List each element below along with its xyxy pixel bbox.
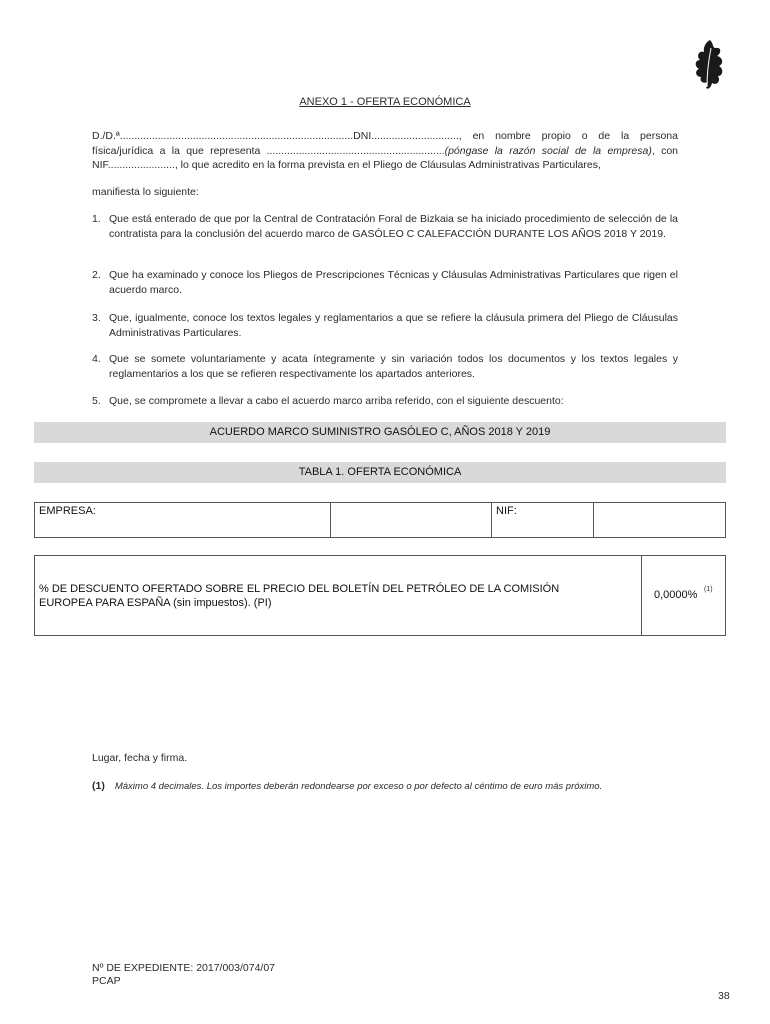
list-item: 5. Que, se compromete a llevar a cabo el acuerdo marco arriba referido, con el siguiente descuento: bbox=[92, 395, 564, 407]
footnote bbox=[92, 780, 602, 792]
discount-footnote-ref: (1) bbox=[704, 586, 713, 593]
page-number: 38 bbox=[718, 990, 730, 1002]
intro-line-1: D./D.ª................................................................................DNI.............................., en nombre propio o de la persona bbox=[92, 130, 678, 142]
discount-value-cell[interactable] bbox=[641, 555, 726, 636]
manifiesta-text: manifiesta lo siguiente: bbox=[92, 186, 199, 198]
intro-line-3: NIF......................., lo que acredito en la forma prevista en el Pliego de Cláusulas Administrativas Particulares, bbox=[92, 159, 601, 171]
declaration-list bbox=[92, 394, 678, 409]
footer bbox=[92, 962, 275, 988]
intro-paragraph bbox=[92, 129, 678, 173]
discount-description-cell bbox=[34, 555, 642, 636]
expediente-number: Nº DE EXPEDIENTE: 2017/003/074/07 bbox=[92, 962, 276, 974]
footnote-mark: (1) bbox=[92, 780, 105, 792]
section-band-tabla: TABLA 1. OFERTA ECONÓMICA bbox=[34, 462, 726, 483]
nif-input-cell[interactable] bbox=[593, 502, 726, 538]
nif-label: NIF: bbox=[496, 505, 517, 517]
list-item: 1. Que está enterado de que por la Central de Contratación Foral de Bizkaia se ha iniciado procedimiento de selección de la contratista para la conclusión del acuerdo marco de GASÓLEO C CALEFACCIÓN DURANTE LOS AÑOS 2018 Y 2019. bbox=[92, 213, 678, 240]
discount-description: % DE DESCUENTO OFERTADO SOBRE EL PRECIO DEL BOLETÍN DEL PETRÓLEO DE LA COMISIÓN EUROPEA PARA ESPAÑA (sin impuestos). (PI) bbox=[39, 583, 560, 609]
declaration-list bbox=[92, 311, 678, 340]
empresa-input-cell[interactable] bbox=[330, 502, 492, 538]
company-note: (póngase la razón social de la empresa) bbox=[444, 144, 652, 157]
declaration-list bbox=[92, 268, 678, 297]
page-title: ANEXO 1 - OFERTA ECONÓMICA bbox=[299, 96, 471, 108]
empresa-label-cell bbox=[34, 502, 331, 538]
declaration-list bbox=[92, 212, 678, 254]
list-item: 4. Que se somete voluntariamente y acata íntegramente y sin variación todos los documentos y los textos legales y reglamentarios a los que se refieren respectivamente los apartados anteriores. bbox=[92, 353, 678, 380]
pcap-label: PCAP bbox=[92, 975, 121, 987]
list-item: 2. Que ha examinado y conoce los Pliegos de Prescripciones Técnicas y Cláusulas Administrativas Particulares que rigen el acuerdo marco. bbox=[92, 269, 678, 296]
nif-label-cell bbox=[491, 502, 594, 538]
section-band-acuerdo: ACUERDO MARCO SUMINISTRO GASÓLEO C, AÑOS 2018 Y 2019 bbox=[34, 422, 726, 443]
empresa-label: EMPRESA: bbox=[39, 505, 96, 517]
lugar-fecha-firma: Lugar, fecha y firma. bbox=[92, 752, 188, 764]
oak-leaf-icon bbox=[692, 38, 726, 92]
intro-line-2: física/jurídica a la que representa .............................................................(póngase la razón social de la empresa), con bbox=[92, 144, 679, 157]
footnote-text: Máximo 4 decimales. Los importes deberán redondearse por exceso o por defecto al céntimo de euro más próximo. bbox=[114, 781, 603, 792]
discount-value: 0,0000% bbox=[654, 589, 698, 601]
declaration-list bbox=[92, 352, 678, 381]
list-item: 3. Que, igualmente, conoce los textos legales y reglamentarios a que se refiere la cláusula primera del Pliego de Cláusulas Administrativas Particulares. bbox=[92, 312, 678, 339]
